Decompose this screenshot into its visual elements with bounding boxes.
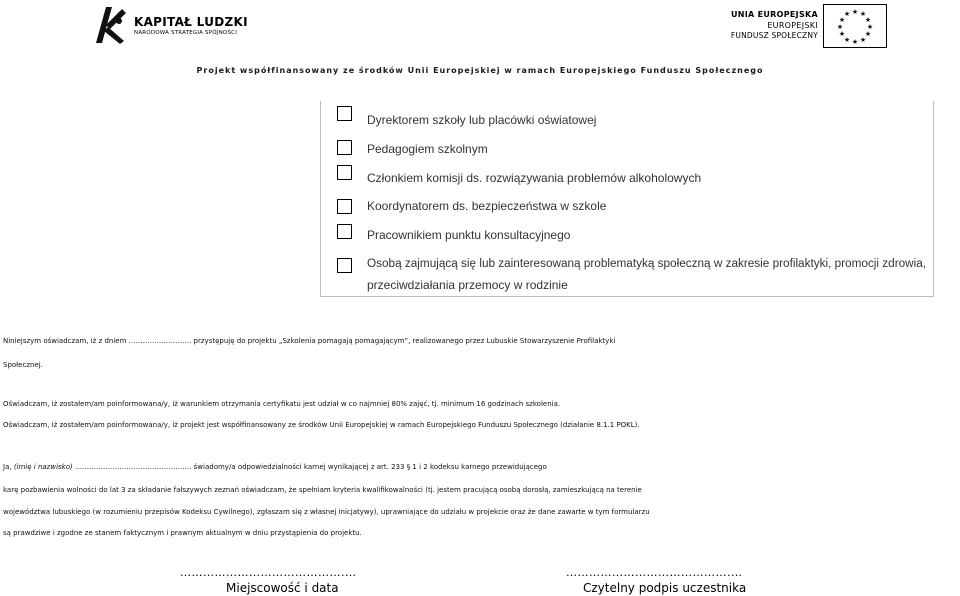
checkbox-dyrektor[interactable] — [337, 106, 352, 121]
svg-text:★: ★ — [864, 30, 872, 38]
checkbox-komisja[interactable] — [337, 165, 352, 180]
option-label-pedagog: Pedagogiem szkolnym — [367, 142, 488, 156]
declaration-p2: Oświadczam, iż zostałem/am poinformowana/y, iż warunkiem otrzymania certyfikatu jest udział w co najmniej 80% zajęć, tj. minimum 16 godzinach szkolenia. — [3, 400, 561, 408]
svg-text:★: ★ — [859, 36, 867, 44]
svg-text:★: ★ — [866, 23, 874, 31]
declaration-p3: Oświadczam, iż zostałem/am poinformowana/y, iż projekt jest współfinansowany ze środków Unii Europejskiej w ramach Europejskiego Funduszu Społecznego (działanie 8.1.1 POKL). — [3, 421, 640, 429]
eu-flag-icon — [823, 4, 887, 48]
svg-text:★: ★ — [843, 10, 851, 18]
svg-text:★: ★ — [836, 23, 844, 31]
checkbox-pedagog[interactable] — [337, 140, 352, 155]
kapital-ludzki-emblem-icon — [92, 3, 128, 45]
eu-logo — [720, 4, 890, 48]
declaration-p4-line4: są prawdziwe i zgodne ze stanem faktycznym i prawnym aktualnym w dniu przystąpienia do projektu. — [3, 529, 362, 537]
declaration-p1-line2: Społecznej. — [3, 361, 43, 369]
declaration-p4-name-hint: (imię i nazwisko) — [13, 463, 73, 471]
kapital-ludzki-subtitle: NARODOWA STRATEGIA SPÓJNOŚCI — [134, 30, 238, 36]
eu-line1: UNIA EUROPEJSKA — [730, 10, 818, 19]
kapital-ludzki-title: KAPITAŁ LUDZKI — [134, 15, 248, 29]
svg-text:★: ★ — [838, 16, 846, 24]
checkbox-punkt-konsultacyjny[interactable] — [337, 224, 352, 239]
svg-text:★: ★ — [843, 36, 851, 44]
svg-text:★: ★ — [851, 38, 859, 46]
signature-label: Czytelny podpis uczestnika — [583, 581, 747, 595]
option-label-dyrektor: Dyrektorem szkoły lub placówki oświatowej — [367, 113, 597, 127]
svg-text:★: ★ — [859, 10, 867, 18]
kapital-ludzki-logo — [92, 3, 248, 45]
page-header-title: Projekt współfinansowany ze środków Unii Europejskiej w ramach Europejskiego Funduszu Społecznego — [196, 66, 764, 75]
svg-text:★: ★ — [851, 8, 859, 16]
checkbox-koordynator[interactable] — [337, 199, 352, 214]
checkbox-osoba-zainteresowana[interactable] — [337, 258, 352, 273]
option-label-punkt-konsultacyjny: Pracownikiem punktu konsultacyjnego — [367, 228, 571, 242]
option-label-koordynator: Koordynatorem ds. bezpieczeństwa w szkole — [367, 199, 607, 213]
svg-text:★: ★ — [864, 16, 872, 24]
declaration-p4-line2: karę pozbawienia wolności do lat 3 za składanie fałszywych zeznań oświadczam, że spełniam kryteria kwalifikowalności (tj. jestem pracującą osobą dorosłą, zamieszkującą na terenie — [3, 486, 642, 494]
declaration-p4-line1-rest: ………………………………………….. świadomy/a odpowiedzialności karnej wynikającej z art. 233 § 1 i 2 kodeksu karnego przewidującego — [72, 463, 547, 471]
signature-line[interactable]: …………………………………….… — [566, 566, 743, 579]
declaration-p4-prefix: Ja, — [3, 463, 14, 471]
declaration-p1-line1: Niniejszym oświadczam, iż z dniem ………………..……. przystępuję do projektu „Szkolenia pomagają pomagającym”, realizowanego przez Lubuskie Stowarzyszenie Profilaktyki — [3, 337, 616, 345]
declaration-p4-line1 — [3, 463, 960, 471]
declaration-p4-line3: województwa lubuskiego (w rozumieniu przepisów Kodeksu Cywilnego), zgłaszam się z własnej inicjatywy), uprawniające do udziału w projekcie oraz że dane zawarte w tym formularzu — [3, 508, 650, 516]
option-label-osoba-zainteresowana-cont: przeciwdziałania przemocy w rodzinie — [367, 278, 568, 292]
date-place-label: Miejscowość i data — [226, 581, 339, 595]
date-place-line[interactable]: …………………………………….… — [180, 566, 357, 579]
eu-line3: FUNDUSZ SPOŁECZNY — [730, 31, 818, 40]
option-label-osoba-zainteresowana: Osobą zajmującą się lub zainteresowaną problematyką społeczną w zakresie profilaktyki, promocji zdrowia, — [367, 257, 927, 270]
option-label-komisja: Członkiem komisji ds. rozwiązywania problemów alkoholowych — [367, 171, 702, 185]
svg-text:★: ★ — [838, 30, 846, 38]
eu-line2: EUROPEJSKI — [767, 21, 818, 30]
